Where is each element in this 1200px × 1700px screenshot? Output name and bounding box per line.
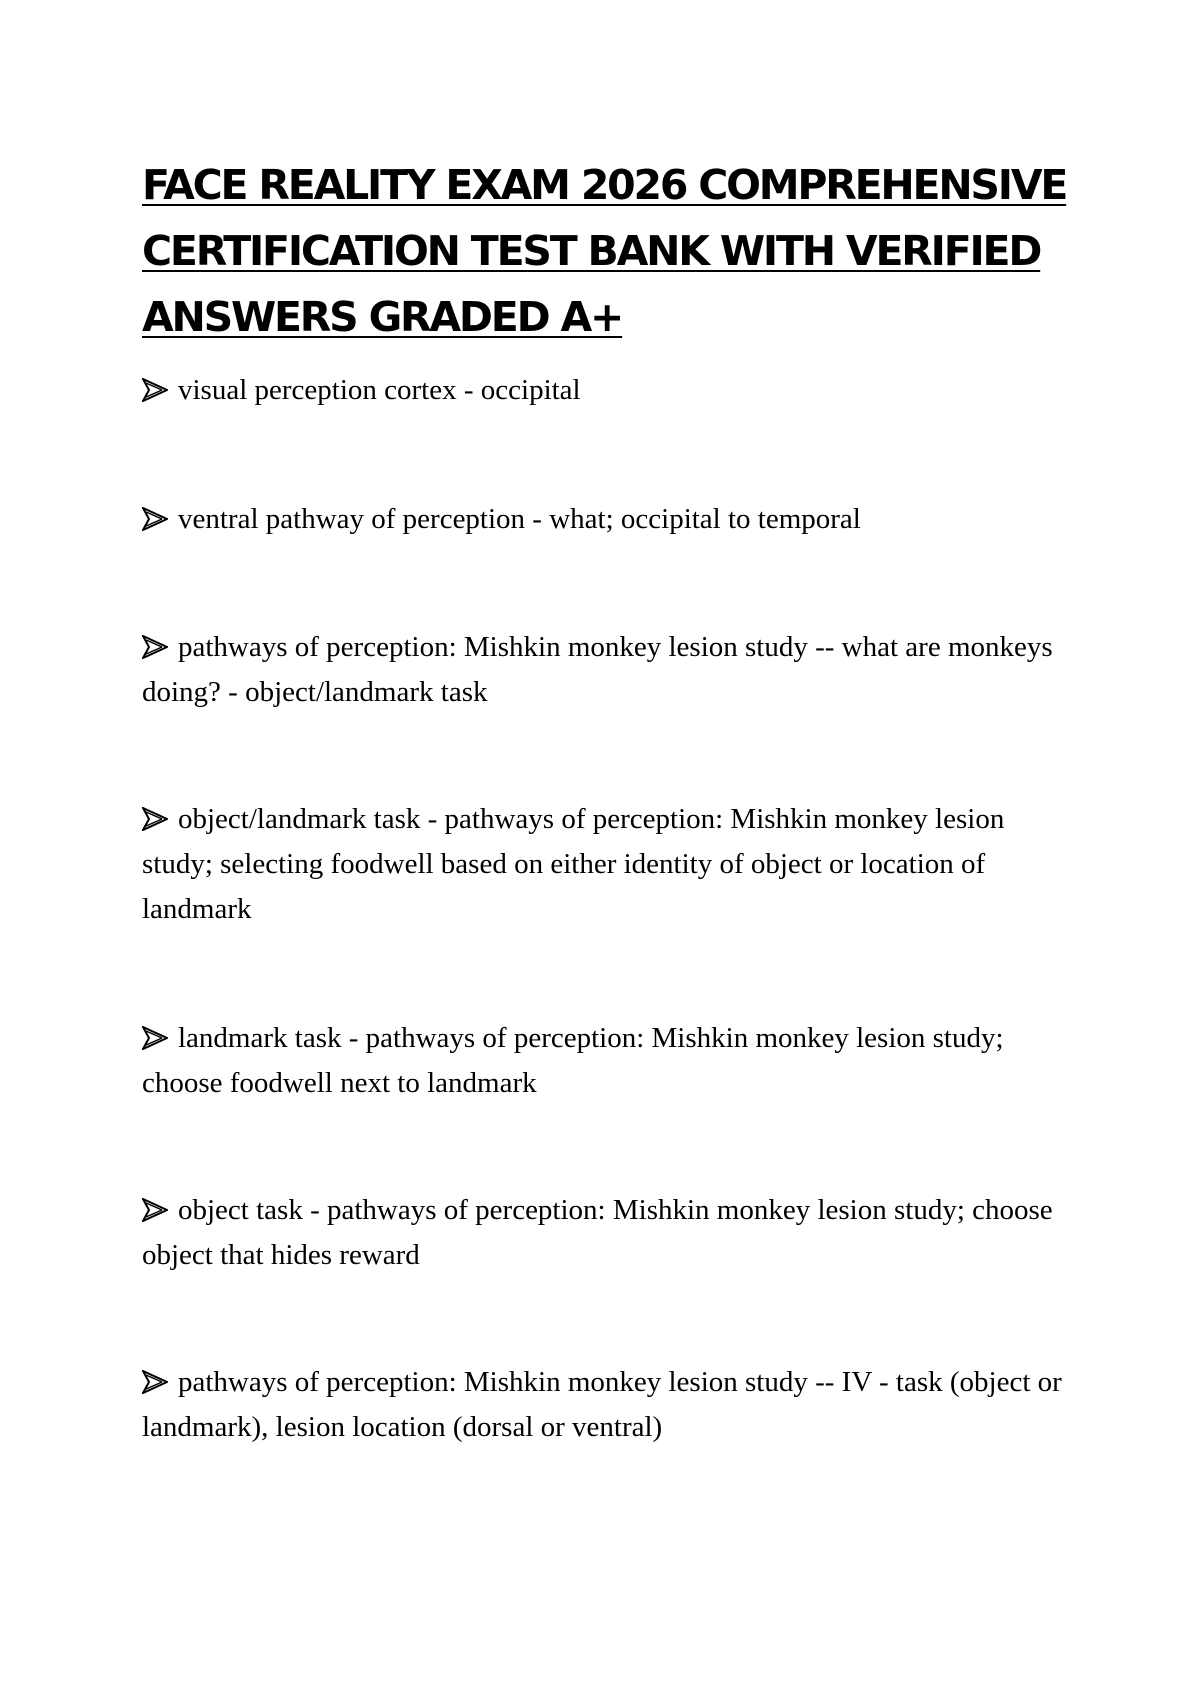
arrow-bullet-icon [142,507,168,531]
entry-text: pathways of perception: Mishkin monkey lesion study -- what are monkeys doing? - object/landmark task [142,631,1053,708]
title-line-text: FACE REALITY EXAM 2026 COMPREHENSIVE [142,161,1067,209]
document-title [142,152,1092,350]
qa-entry [142,497,1062,542]
title-line-text: CERTIFICATION TEST BANK WITH VERIFIED [142,227,1041,275]
entry-text: landmark task - pathways of perception: Mishkin monkey lesion study; choose foodwell next to landmark [142,1022,1004,1099]
qa-entry [142,1360,1062,1450]
qa-entry [142,368,1062,413]
title-line [142,284,1092,350]
title-line [142,152,1092,218]
qa-entry [142,1188,1062,1278]
entry-text: ventral pathway of perception - what; occipital to temporal [178,503,861,535]
qa-entry [142,1016,1062,1106]
entry-text: object task - pathways of perception: Mishkin monkey lesion study; choose object that hides reward [142,1194,1053,1271]
entry-text: visual perception cortex - occipital [178,374,581,406]
entry-text: pathways of perception: Mishkin monkey lesion study -- IV - task (object or landmark), lesion location (dorsal or ventral) [142,1366,1062,1443]
arrow-bullet-icon [142,1370,168,1394]
arrow-bullet-icon [142,378,168,402]
title-line-text: ANSWERS GRADED A+ [142,293,623,341]
qa-entry [142,797,1062,932]
arrow-bullet-icon [142,635,168,659]
arrow-bullet-icon [142,807,168,831]
title-line [142,218,1092,284]
arrow-bullet-icon [142,1198,168,1222]
entry-text: object/landmark task - pathways of perception: Mishkin monkey lesion study; selecting foodwell based on either identity of object or location of landmark [142,803,1005,925]
arrow-bullet-icon [142,1026,168,1050]
qa-entry [142,625,1062,715]
